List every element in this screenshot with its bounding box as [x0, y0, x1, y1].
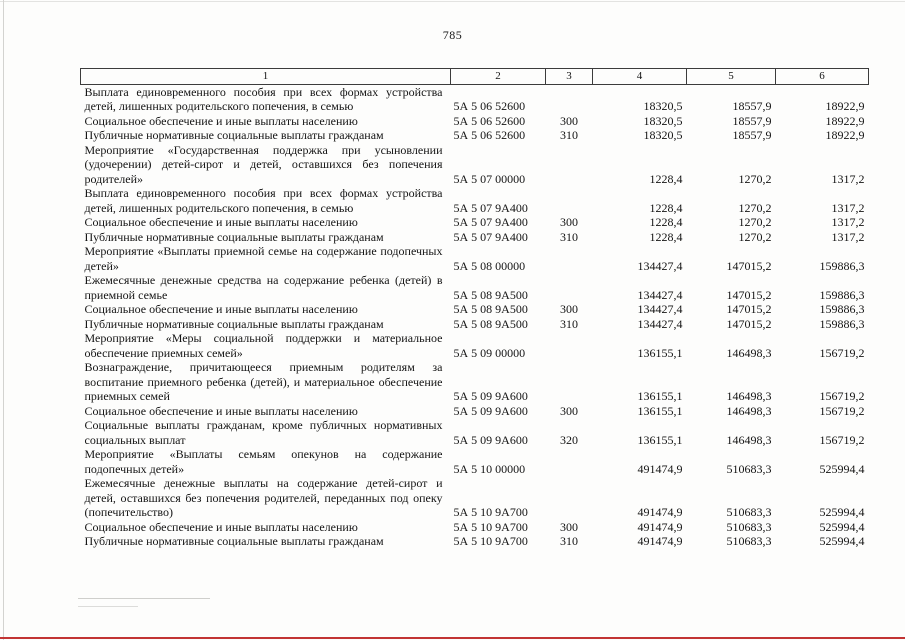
cell-code: 5А 5 10 00000 [453, 461, 526, 476]
cell-amount-2: 510683,3 [726, 534, 772, 548]
table-row [81, 476, 869, 520]
table-row [81, 317, 869, 332]
cell-amount-3: 159886,3 [819, 287, 865, 302]
cell-amount-3: 159886,3 [819, 316, 865, 331]
cell-amount-2: 146498,3 [726, 432, 772, 447]
cell-amount-3: 1317,2 [831, 215, 865, 229]
table-header-row [81, 69, 869, 85]
cell-amount-2: 147015,2 [726, 287, 772, 302]
cell-code: 5А 5 06 52600 [453, 128, 526, 142]
cell-vr: 300 [560, 519, 578, 534]
cell-amount-1: 136155,1 [637, 345, 683, 360]
cell-amount-3: 1317,2 [831, 171, 865, 186]
cell-code: 5А 5 09 9А600 [453, 432, 528, 447]
cell-amount-1: 18320,5 [643, 99, 683, 113]
cell-amount-3: 156719,2 [819, 389, 865, 403]
table-row [81, 447, 869, 476]
cell-name: Мероприятие «Выплаты семьям опекунов на содержание подопечных детей» [84, 447, 443, 476]
table-row [81, 114, 869, 129]
column-header: 4 [593, 69, 687, 85]
cell-amount-3: 156719,2 [819, 432, 865, 447]
cell-code: 5А 5 08 9А500 [453, 302, 528, 316]
cell-amount-1: 1228,4 [649, 171, 683, 186]
cell-code: 5А 5 08 9А500 [453, 287, 528, 302]
cell-name: Выплата единовременного пособия при всех формах устройства детей, лишенных родительского попечения, в семью [84, 84, 443, 113]
cell-amount-2: 18557,9 [732, 99, 772, 113]
scan-artifact-line [78, 606, 138, 607]
cell-amount-1: 491474,9 [637, 534, 683, 548]
cell-vr [546, 273, 593, 302]
cell-amount-2: 1270,2 [738, 229, 772, 244]
cell-name: Социальное обеспечение и иные выплаты населению [84, 403, 358, 418]
cell-code: 5А 5 06 52600 [453, 99, 526, 113]
table-row [81, 520, 869, 535]
table-row [81, 273, 869, 302]
cell-amount-2: 146498,3 [726, 403, 772, 418]
table-row [81, 230, 869, 245]
cell-name: Публичные нормативные социальные выплаты гражданам [84, 316, 384, 331]
cell-amount-3: 18922,9 [825, 113, 865, 128]
cell-amount-3: 156719,2 [819, 345, 865, 360]
cell-vr: 300 [560, 215, 578, 229]
cell-amount-1: 134427,4 [637, 316, 683, 331]
cell-name: Мероприятие «Государственная поддержка при усыновлении (удочерении) детей-сирот и детей, оставшихся без попечения родителей» [84, 142, 443, 186]
budget-table [80, 68, 869, 549]
cell-amount-3: 525994,4 [819, 505, 865, 519]
cell-code: 5А 5 10 9А700 [453, 534, 528, 548]
cell-amount-3: 18922,9 [825, 128, 865, 142]
cell-code: 5А 5 08 00000 [453, 258, 526, 273]
page-number: 785 [442, 28, 463, 42]
cell-amount-1: 1228,4 [649, 229, 683, 244]
cell-vr: 310 [560, 229, 578, 244]
cell-name: Социальное обеспечение и иные выплаты населению [84, 215, 358, 229]
bottom-red-line [0, 637, 905, 639]
table-row [81, 404, 869, 419]
cell-vr [546, 331, 593, 360]
cell-amount-2: 18557,9 [732, 128, 772, 142]
cell-amount-3: 1317,2 [831, 200, 865, 215]
cell-name: Мероприятие «Выплаты приемной семье на содержание подопечных детей» [84, 244, 443, 273]
cell-amount-1: 134427,4 [637, 258, 683, 273]
cell-vr: 310 [560, 534, 578, 548]
cell-name: Выплата единовременного пособия при всех формах устройства детей, лишенных родительского попечения, в семью [84, 186, 443, 215]
table-row [81, 418, 869, 447]
table-row [81, 186, 869, 215]
cell-vr: 310 [560, 128, 578, 142]
cell-amount-3: 159886,3 [819, 258, 865, 273]
cell-amount-1: 1228,4 [649, 200, 683, 215]
table-row [81, 244, 869, 273]
table-row [81, 302, 869, 317]
cell-amount-3: 1317,2 [831, 229, 865, 244]
column-header: 3 [546, 69, 593, 85]
cell-amount-2: 1270,2 [738, 171, 772, 186]
cell-code: 5А 5 09 00000 [453, 345, 526, 360]
cell-code: 5А 5 06 52600 [453, 113, 526, 128]
cell-amount-2: 18557,9 [732, 113, 772, 128]
cell-vr: 320 [560, 432, 578, 447]
cell-amount-1: 491474,9 [637, 505, 683, 519]
column-header: 2 [451, 69, 546, 85]
column-header: 5 [687, 69, 776, 85]
cell-amount-1: 1228,4 [649, 215, 683, 229]
cell-amount-3: 159886,3 [819, 302, 865, 316]
cell-name: Вознаграждение, причитающееся приемным родителям за воспитание приемного ребенка (детей), и материальное обеспечение приемных семей [84, 360, 443, 403]
table-row [81, 143, 869, 187]
cell-amount-2: 146498,3 [726, 345, 772, 360]
cell-vr [546, 447, 593, 476]
cell-code: 5А 5 07 9А400 [453, 200, 528, 215]
cell-name: Публичные нормативные социальные выплаты гражданам [84, 534, 384, 548]
column-header: 1 [81, 69, 451, 85]
cell-amount-1: 136155,1 [637, 389, 683, 403]
cell-amount-1: 18320,5 [643, 128, 683, 142]
cell-amount-3: 525994,4 [819, 461, 865, 476]
cell-amount-2: 147015,2 [726, 258, 772, 273]
cell-code: 5А 5 07 9А400 [453, 215, 528, 229]
scan-artifact-line [78, 598, 210, 599]
table-row [81, 215, 869, 230]
cell-amount-2: 1270,2 [738, 200, 772, 215]
cell-amount-1: 491474,9 [637, 461, 683, 476]
scan-edge-left [3, 0, 4, 640]
cell-name: Ежемесячные денежные выплаты на содержание детей-сирот и детей, оставшихся без попечения родителей, переданных под опеку (попечительство) [84, 476, 443, 519]
cell-amount-2: 510683,3 [726, 461, 772, 476]
cell-code: 5А 5 09 9А600 [453, 403, 528, 418]
cell-amount-2: 510683,3 [726, 505, 772, 519]
cell-vr [546, 186, 593, 215]
cell-code: 5А 5 10 9А700 [453, 519, 528, 534]
cell-code: 5А 5 10 9А700 [453, 505, 528, 519]
cell-code: 5А 5 08 9А500 [453, 316, 528, 331]
cell-vr: 300 [560, 403, 578, 418]
cell-vr [546, 476, 593, 520]
cell-vr: 300 [560, 302, 578, 316]
table-row [81, 331, 869, 360]
table-row [81, 534, 869, 549]
cell-amount-2: 510683,3 [726, 519, 772, 534]
cell-code: 5А 5 09 9А600 [453, 389, 528, 403]
cell-amount-3: 525994,4 [819, 519, 865, 534]
cell-amount-2: 146498,3 [726, 389, 772, 403]
cell-amount-2: 147015,2 [726, 316, 772, 331]
cell-code: 5А 5 07 00000 [453, 171, 526, 186]
cell-amount-3: 18922,9 [825, 99, 865, 113]
cell-name: Ежемесячные денежные средства на содержание ребенка (детей) в приемной семье [84, 273, 443, 302]
cell-amount-1: 134427,4 [637, 287, 683, 302]
table-row [81, 128, 869, 143]
table-row [81, 84, 869, 114]
cell-vr: 300 [560, 113, 578, 128]
cell-amount-1: 134427,4 [637, 302, 683, 316]
column-header: 6 [776, 69, 869, 85]
cell-vr [546, 143, 593, 187]
table-body [81, 84, 869, 549]
scan-edge-top [0, 1, 905, 2]
cell-amount-1: 136155,1 [637, 403, 683, 418]
cell-amount-2: 147015,2 [726, 302, 772, 316]
cell-name: Социальное обеспечение и иные выплаты населению [84, 302, 358, 316]
cell-vr [546, 360, 593, 404]
cell-amount-1: 18320,5 [643, 113, 683, 128]
cell-amount-2: 1270,2 [738, 215, 772, 229]
cell-name: Социальное обеспечение и иные выплаты населению [84, 519, 358, 534]
cell-name: Социальные выплаты гражданам, кроме публичных нормативных социальных выплат [84, 418, 443, 447]
cell-name: Мероприятие «Меры социальной поддержки и материальное обеспечение приемных семей» [84, 331, 443, 360]
cell-code: 5А 5 07 9А400 [453, 229, 528, 244]
cell-amount-1: 491474,9 [637, 519, 683, 534]
cell-vr: 310 [560, 316, 578, 331]
table-header [81, 69, 869, 85]
table-row [81, 360, 869, 404]
cell-amount-3: 156719,2 [819, 403, 865, 418]
cell-vr [546, 84, 593, 114]
cell-name: Публичные нормативные социальные выплаты гражданам [84, 128, 384, 142]
cell-amount-1: 136155,1 [637, 432, 683, 447]
cell-amount-3: 525994,4 [819, 534, 865, 548]
cell-vr [546, 244, 593, 273]
cell-name: Социальное обеспечение и иные выплаты населению [84, 113, 358, 128]
cell-name: Публичные нормативные социальные выплаты гражданам [84, 229, 384, 244]
